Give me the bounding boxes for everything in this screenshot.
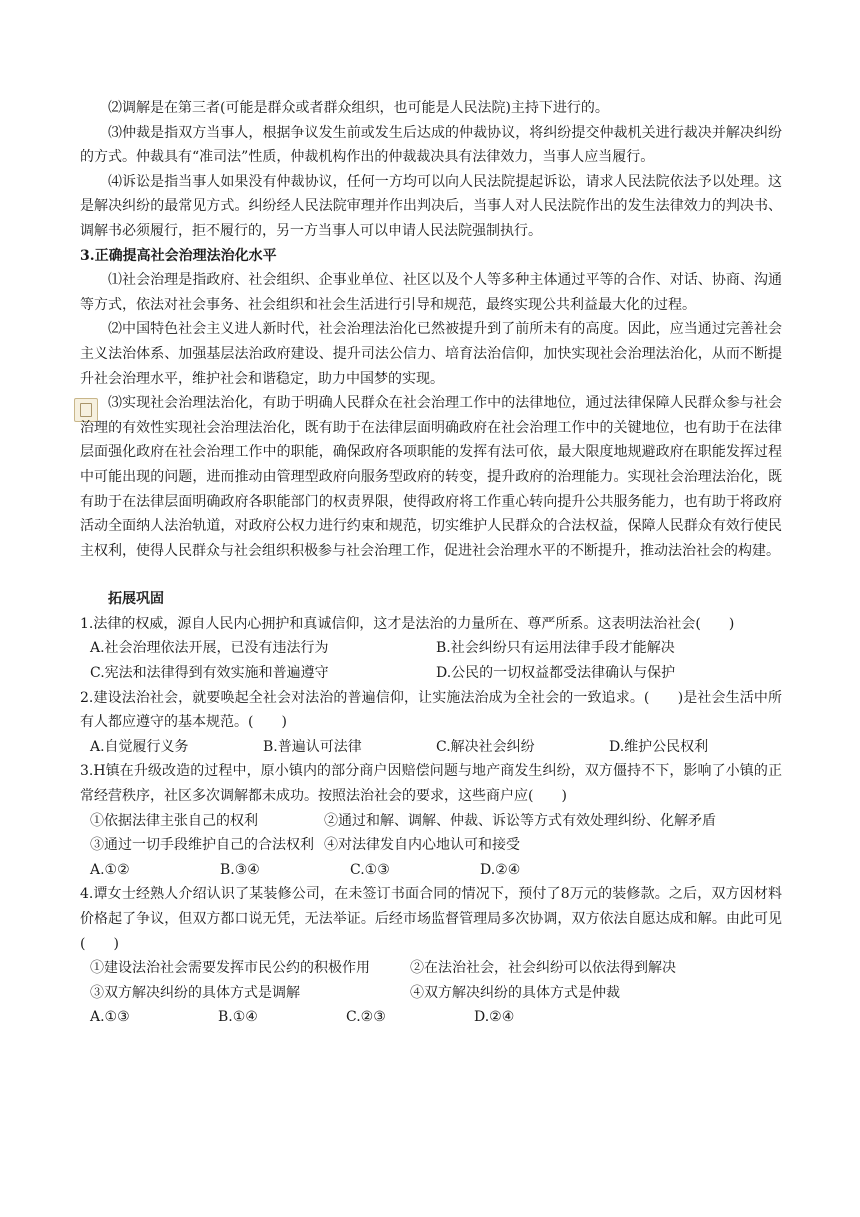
option: C.①③ [350,861,390,878]
option: D.②④ [480,861,521,878]
option: D.维护公民权利 [609,738,709,755]
statement: ①建设法治社会需要发挥市民公约的积极作用 [90,960,370,977]
question-4-options [80,1005,782,1030]
paragraph-arbitration: ⑶仲裁是指双方当事人，根据争议发生前或发生后达成的仲裁协议，将纠纷提交仲裁机关进行裁决并解决纠纷的方式。仲裁具有“准司法”性质，仲裁机构作出的仲裁裁决具有法律效力，当事人应当履行。 [80,124,782,166]
statement: ④双方解决纠纷的具体方式是仲裁 [410,984,620,1001]
option: C.解决社会纠纷 [436,738,535,755]
question-1-options [80,661,782,686]
question-3-options [80,858,782,883]
section-heading: 3.正确提高社会治理法治化水平 [80,247,277,264]
paragraph-mediation: ⑵调解是在第三者(可能是群众或者群众组织，也可能是人民法院)主持下进行的。 [108,100,609,116]
option: D.公民的一切权益都受法律确认与保护 [436,665,676,682]
question-3-stem: 3.H镇在升级改造的过程中，原小镇内的部分商户因赔偿问题与地产商发生纠纷，双方僵持不下，影响了小镇的正常经营秩序，社区多次调解都未成功。按照法治社会的要求，这些商户应( ) [80,763,782,805]
statement: ①依据法律主张自己的权利 [90,812,258,829]
option: B.③④ [220,861,260,878]
question-4-statements [80,956,782,981]
option: A.自觉履行义务 [90,738,189,755]
question-2-stem: 2.建设法治社会，就要唤起全社会对法治的普遍信仰，让实施法治成为全社会的一致追求。( )是社会生活中所有人都应遵守的基本规范。( ) [80,689,782,731]
paragraph-litigation: ⑷诉讼是指当事人如果没有仲裁协议，任何一方均可以向人民法院提起诉讼，请求人民法院依法予以处理。这是解决纠纷的最常见方式。纠纷经人民法院审理并作出判决后，当事人对人民法院作出的发生法律效力的判决书、调解书必须履行，拒不履行的，另一方当事人可以申请人民法院强制执行。 [80,173,782,239]
option: C.②③ [346,1009,386,1026]
statement: ③通过一切手段维护自己的合法权利 [90,837,314,854]
option: B.社会纠纷只有运用法律手段才能解决 [436,640,675,657]
question-4-statements [80,981,782,1006]
statement: ④对法律发自内心地认可和接受 [324,837,520,854]
option: A.社会治理依法开展，已没有违法行为 [90,640,329,657]
paragraph-governance-2: ⑵中国特色社会主义进人新时代，社会治理法治化已然被提升到了前所未有的高度。因此，应当通过完善社会主义法治体系、加强基层法治政府建设、提升司法公信力、培育法治信仰，加快实现社会治理法治化，从而不断提升社会治理水平，维护社会和谐稳定，助力中国梦的实现。 [80,321,782,387]
option: D.②④ [474,1009,515,1026]
question-1-options [80,636,782,661]
practice-heading: 拓展巩固 [108,591,164,608]
option: A.①③ [90,1009,130,1026]
question-1-stem: 1.法律的权威，源自人民内心拥护和真诚信仰，这才是法治的力量所在、尊严所系。这表明法治社会( ) [80,615,735,632]
question-2-options [80,735,782,760]
statement: ③双方解决纠纷的具体方式是调解 [90,984,300,1001]
option: C.宪法和法律得到有效实施和普遍遵守 [90,665,329,682]
question-3-statements [80,833,782,858]
option: A.①② [90,861,130,878]
question-3-statements [80,809,782,834]
paragraph-governance-1: ⑴社会治理是指政府、社会组织、企事业单位、社区以及个人等多种主体通过平等的合作、对话、协商、沟通等方式，依法对社会事务、社会组织和社会生活进行引导和规范，最终实现公共利益最大化的过程。 [80,272,782,313]
paragraph-governance-3: ⑶实现社会治理法治化，有助于明确人民群众在社会治理工作中的法律地位，通过法律保障人民群众参与社会治理的有效性实现社会治理法治化，既有助于在法律层面明确政府在社会治理工作中的关键地位，也有助于在法律层面强化政府在社会治理工作中的职能，确保政府各项职能的发挥有法可依，最大限度地规避政府在职能发挥过程中可能出现的问题，进而推动由管理型政府向服务型政府的转变，提升政府的治理能力。实现社会治理法治化，既有助于在法律层面明确政府各职能部门的权责界限，使得政府将工作重心转向提升公共服务能力，也有助于将政府活动全面纳人法治轨道，对政府公权力进行约束和规范，切实维护人民群众的合法权益，保障人民群众有效行使民主权利，使得人民群众与社会组织积极参与社会治理工作，促进社会治理水平的不断提升，推动法治社会的构建。 [80,395,782,559]
statement: ②通过和解、调解、仲裁、诉讼等方式有效处理纠纷、化解矛盾 [324,812,716,829]
option: B.普遍认可法律 [263,738,362,755]
statement: ②在法治社会，社会纠纷可以依法得到解决 [410,960,676,977]
question-4-stem: 4.谭女士经熟人介绍认识了某装修公司，在未签订书面合同的情况下，预付了8万元的装修款。之后，双方因材料价格起了争议，但双方都口说无凭，无法举证。后经市场监督管理局多次协调，双方依法自愿达成和解。由此可见( ) [80,886,782,952]
document-page [80,96,782,1030]
option: B.①④ [218,1009,258,1026]
